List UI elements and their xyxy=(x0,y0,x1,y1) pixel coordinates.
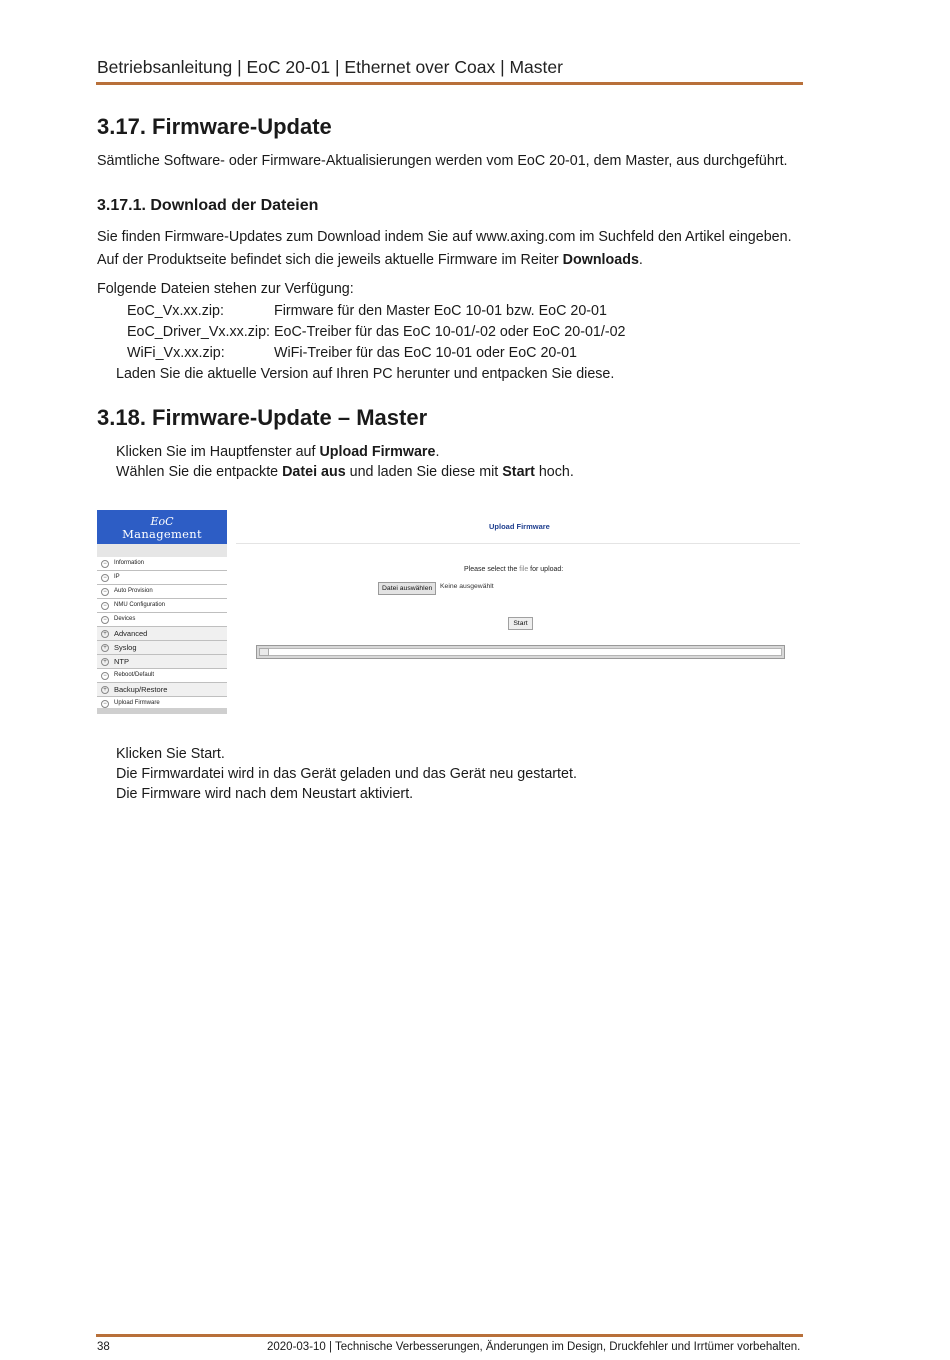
file-description: WiFi-Treiber für das EoC 10-01 oder EoC 20-01 xyxy=(274,345,578,361)
collapse-minus-icon: − xyxy=(101,700,109,708)
section-heading-3-18: 3.18. Firmware-Update – Master xyxy=(97,405,428,430)
sidebar-item-label: Backup/Restore xyxy=(114,685,168,694)
sidebar xyxy=(97,510,228,716)
step-select-file: Wählen Sie die entpackte Datei aus und laden Sie diese mit Start hoch. xyxy=(116,464,574,480)
select-file-prompt: Please select the file for upload: xyxy=(464,566,564,573)
no-file-selected-label: Keine ausgewählt xyxy=(440,583,494,590)
progress-handle xyxy=(259,648,269,656)
file-name: EoC_Vx.xx.zip: xyxy=(127,303,224,319)
file-description: Firmware für den Master EoC 10-01 bzw. EoC 20-01 xyxy=(274,303,607,319)
title-divider xyxy=(236,543,800,544)
sidebar-item-ip[interactable] xyxy=(97,571,227,585)
step-click-start: Klicken Sie Start. xyxy=(116,746,225,762)
upload-progress-bar xyxy=(256,645,785,659)
step-firmware-activated: Die Firmware wird nach dem Neustart aktiviert. xyxy=(116,786,414,802)
header-rule xyxy=(96,82,803,85)
upload-firmware-screenshot xyxy=(97,510,803,716)
paragraph-files-available: Folgende Dateien stehen zur Verfügung: xyxy=(97,281,354,297)
paragraph-product-page: Auf der Produktseite befindet sich die jeweils aktuelle Firmware im Reiter Downloads. xyxy=(97,252,643,268)
section-heading-3-17: 3.17. Firmware-Update xyxy=(97,114,332,139)
sidebar-item-information[interactable] xyxy=(97,557,227,571)
footer-disclaimer: 2020-03-10 | Technische Verbesserungen, Änderungen im Design, Druckfehler und Irrtümer vorbehalten. xyxy=(267,1341,801,1353)
eoc-logo: EoC Management xyxy=(97,510,227,544)
sidebar-item-label: NTP xyxy=(114,657,129,666)
sidebar-item-label: NMU Configuration xyxy=(114,602,166,608)
subsection-heading-3-17-1: 3.17.1. Download der Dateien xyxy=(97,197,319,214)
page-number: 38 xyxy=(97,1341,110,1353)
sidebar-item-label: IP xyxy=(114,574,120,580)
collapse-minus-icon: − xyxy=(101,588,109,596)
sidebar-item-label: Devices xyxy=(114,616,136,622)
paragraph-download: Sie finden Firmware-Updates zum Download indem Sie auf www.axing.com im Suchfeld den Artikel eingeben. xyxy=(97,229,792,245)
paragraph-download-unpack: Laden Sie die aktuelle Version auf Ihren PC herunter und entpacken Sie diese. xyxy=(116,366,615,382)
sidebar-item-label: Advanced xyxy=(114,629,148,638)
sidebar-item-syslog[interactable] xyxy=(97,641,227,655)
expand-plus-icon: + xyxy=(101,644,109,652)
step-click-upload: Klicken Sie im Hauptfenster auf Upload Firmware. xyxy=(116,444,440,460)
choose-file-button[interactable]: Datei auswählen xyxy=(378,582,436,595)
section-intro: Sämtliche Software- oder Firmware-Aktualisierungen werden vom EoC 20-01, dem Master, aus durchgeführt. xyxy=(97,153,788,169)
sidebar-item-nmu-configuration[interactable] xyxy=(97,599,227,613)
file-name: EoC_Driver_Vx.xx.zip: xyxy=(127,324,271,340)
collapse-minus-icon: − xyxy=(101,616,109,624)
collapse-minus-icon: − xyxy=(101,672,109,680)
sidebar-item-backup-restore[interactable] xyxy=(97,683,227,697)
sidebar-item-devices[interactable] xyxy=(97,613,227,627)
sidebar-item-label: Information xyxy=(114,560,145,566)
step-firmware-loaded: Die Firmwardatei wird in das Gerät geladen und das Gerät neu gestartet. xyxy=(116,766,577,782)
start-button[interactable]: Start xyxy=(508,617,533,630)
sidebar-item-auto-provision[interactable] xyxy=(97,585,227,599)
sidebar-item-label: Reboot/Default xyxy=(114,672,155,678)
sidebar-item-label: Upload Firmware xyxy=(114,700,160,706)
collapse-minus-icon: − xyxy=(101,574,109,582)
sidebar-item-reboot-default[interactable] xyxy=(97,669,227,683)
sidebar-item-label: Syslog xyxy=(114,643,137,652)
sidebar-item-advanced[interactable] xyxy=(97,627,227,641)
footer-rule xyxy=(96,1334,803,1337)
running-header: Betriebsanleitung | EoC 20-01 | Ethernet over Coax | Master xyxy=(97,57,563,77)
logo-spacer xyxy=(97,544,227,557)
expand-plus-icon: + xyxy=(101,630,109,638)
sidebar-item-label: Auto Provision xyxy=(114,588,153,594)
file-description: EoC-Treiber für das EoC 10-01/-02 oder EoC 20-01/-02 xyxy=(274,324,626,340)
sidebar-item-ntp[interactable] xyxy=(97,655,227,669)
expand-plus-icon: + xyxy=(101,658,109,666)
collapse-minus-icon: − xyxy=(101,602,109,610)
sidebar-footer xyxy=(97,708,227,714)
expand-plus-icon: + xyxy=(101,686,109,694)
collapse-minus-icon: − xyxy=(101,560,109,568)
file-name: WiFi_Vx.xx.zip: xyxy=(127,345,225,361)
upload-firmware-title: Upload Firmware xyxy=(489,522,550,531)
